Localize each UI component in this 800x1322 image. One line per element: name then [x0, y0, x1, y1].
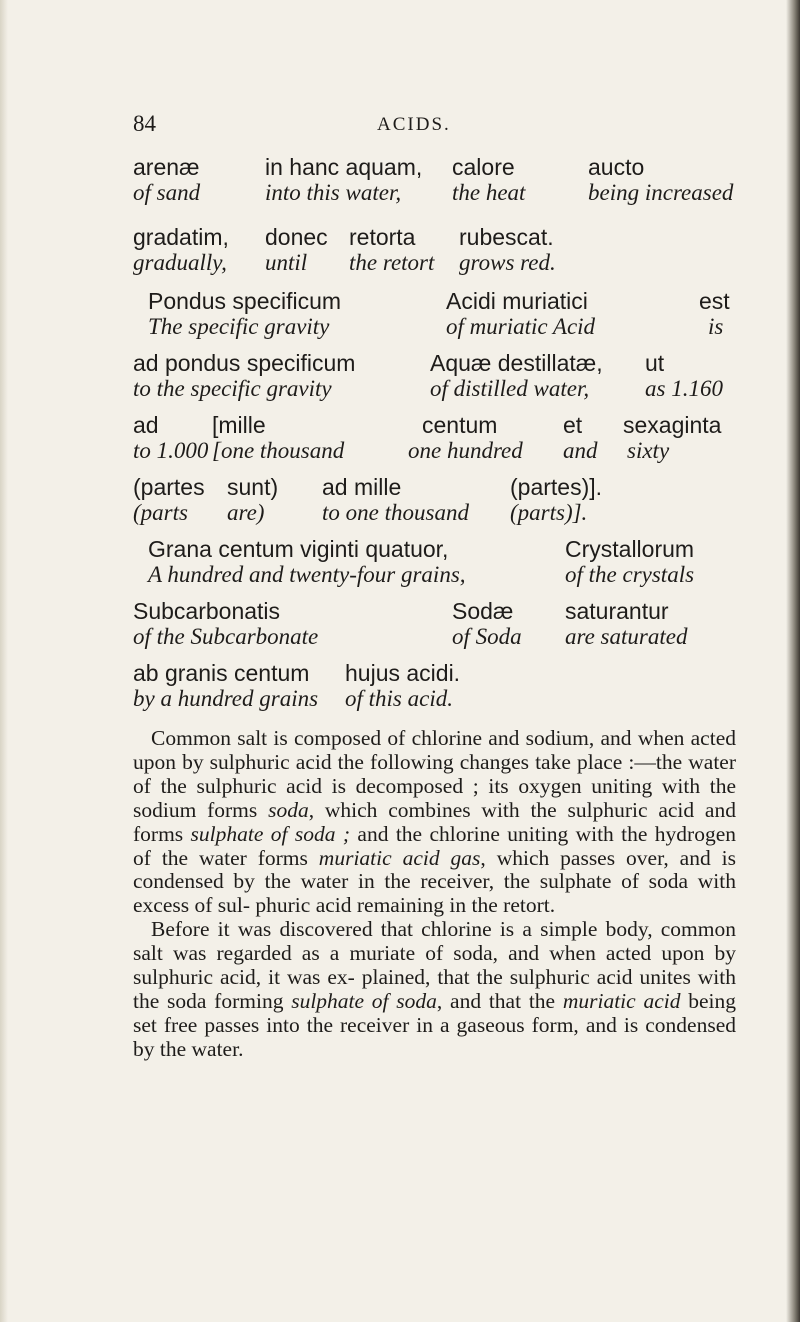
latin-phrase: [mille: [212, 412, 266, 438]
latin-phrase: sunt): [227, 474, 279, 500]
english-gloss: gradually,: [133, 250, 227, 275]
english-gloss: being increased: [588, 180, 734, 205]
latin-phrase: Subcarbonatis: [133, 598, 281, 624]
latin-phrase: et: [563, 412, 583, 438]
latin-phrase: ad pondus specificum: [133, 350, 356, 376]
english-gloss: to 1.000: [133, 438, 209, 463]
english-gloss: of this acid.: [345, 686, 453, 711]
latin-phrase: sexaginta: [623, 412, 722, 438]
latin-phrase: ad: [133, 412, 159, 438]
english-gloss: sixty: [627, 438, 670, 463]
english-gloss: (parts: [133, 500, 188, 525]
latin-phrase: (partes)].: [510, 474, 603, 500]
latin-phrase: Acidi muriatici: [446, 288, 588, 314]
page-edge-left: [0, 0, 8, 1322]
english-gloss: is: [708, 314, 724, 339]
latin-phrase: gradatim,: [133, 224, 229, 250]
latin-phrase: saturantur: [565, 598, 669, 624]
latin-phrase: retorta: [349, 224, 416, 250]
latin-phrase: in hanc aquam,: [265, 154, 423, 180]
english-gloss: by a hundred grains: [133, 686, 319, 711]
english-gloss: the heat: [452, 180, 526, 205]
english-gloss: [one thousand: [212, 438, 345, 463]
latin-phrase: Crystallorum: [565, 536, 695, 562]
latin-phrase: centum: [422, 412, 498, 438]
latin-phrase: (partes: [133, 474, 205, 500]
english-gloss: until: [265, 250, 308, 275]
latin-phrase: arenæ: [133, 154, 200, 180]
page-number: 84: [133, 111, 156, 136]
latin-phrase: donec: [265, 224, 328, 250]
paragraph: Before it was discovered that chlorine is a simple body, common salt was regarded as a muriate of soda, and when acted upon by sulphuric acid, it was ex- plained, that the sulphuric acid unites with the soda forming sulphate of soda, and that the muriatic acid being set free passes into the receiver in a gaseous form, and is condensed by the water.: [133, 917, 736, 1061]
english-gloss: of the crystals: [565, 562, 695, 587]
english-gloss: are): [227, 500, 265, 525]
latin-phrase: ad mille: [322, 474, 402, 500]
english-gloss: are saturated: [565, 624, 688, 649]
english-gloss: to the specific gravity: [133, 376, 332, 401]
paragraph: Common salt is composed of chlorine and sodium, and when acted upon by sulphuric acid the following changes take place :—the water of the sulphuric acid is decomposed ; its oxygen uniting with the sodium forms soda, which combines with the sulphuric acid and forms sulphate of soda ; and the chlorine uniting with the hydrogen of the water forms muriatic acid gas, which passes over, and is condensed by the water in the receiver, the sulphate of soda with excess of sul- phuric acid remaining in the retort.: [133, 726, 736, 918]
english-gloss: into this water,: [265, 180, 402, 205]
latin-phrase: Grana centum viginti quatuor,: [148, 536, 449, 562]
english-gloss: and: [563, 438, 598, 463]
english-gloss: of Soda: [452, 624, 522, 649]
latin-phrase: Pondus specificum: [148, 288, 342, 314]
running-head: ACIDS.: [377, 114, 451, 135]
english-gloss: The specific gravity: [148, 314, 330, 339]
english-gloss: one hundred: [408, 438, 523, 463]
prose-body: [133, 727, 736, 1062]
latin-phrase: aucto: [588, 154, 645, 180]
english-gloss: (parts)].: [510, 500, 588, 525]
latin-phrase: hujus acidi.: [345, 660, 461, 686]
english-gloss: of muriatic Acid: [446, 314, 596, 339]
page-edge-right: [786, 0, 800, 1322]
latin-phrase: ab granis centum: [133, 660, 310, 686]
latin-phrase: ut: [645, 350, 665, 376]
latin-phrase: calore: [452, 154, 515, 180]
english-gloss: of the Subcarbonate: [133, 624, 319, 649]
latin-phrase: Sodæ: [452, 598, 514, 624]
english-gloss: A hundred and twenty-four grains,: [148, 562, 466, 587]
page-header: [0, 111, 800, 141]
english-gloss: as 1.160: [645, 376, 723, 401]
english-gloss: to one thousand: [322, 500, 469, 525]
english-gloss: the retort: [349, 250, 435, 275]
latin-phrase: Aquæ destillatæ,: [430, 350, 603, 376]
english-gloss: of sand: [133, 180, 201, 205]
latin-phrase: rubescat.: [459, 224, 554, 250]
latin-phrase: est: [699, 288, 730, 314]
english-gloss: grows red.: [459, 250, 556, 275]
english-gloss: of distilled water,: [430, 376, 590, 401]
